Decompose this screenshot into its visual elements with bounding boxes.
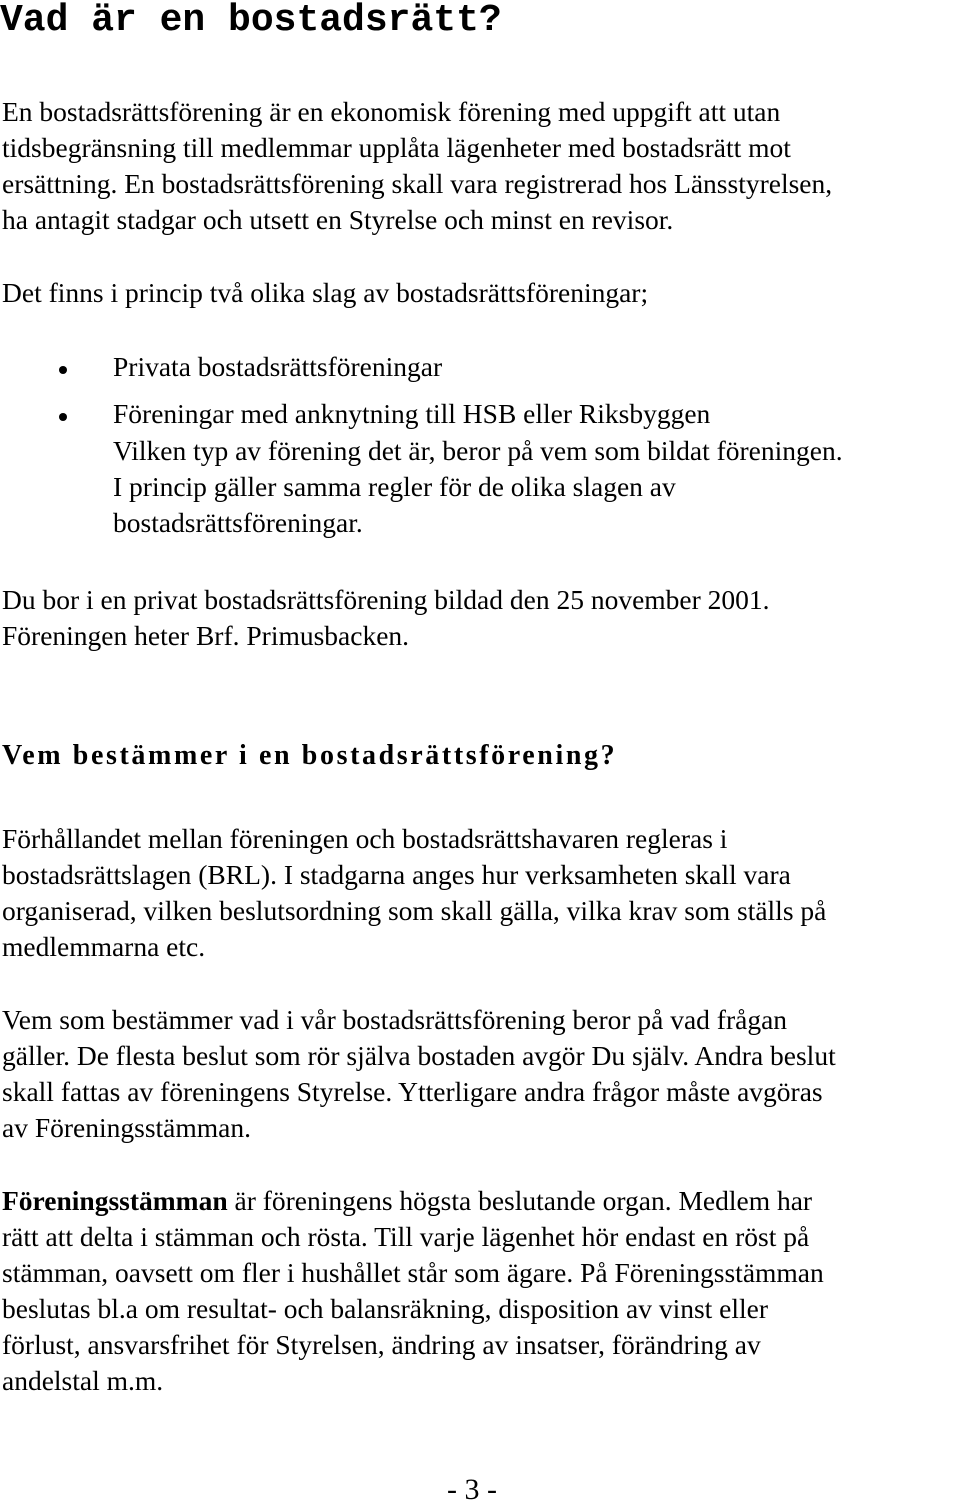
section-heading: Vem bestämmer i en bostadsrättsförening? <box>2 740 618 771</box>
meeting-paragraph-line: förlust, ansvarsfrihet för Styrelsen, ändring av insatser, förändring av <box>2 1329 761 1360</box>
brl-paragraph-line: organiserad, vilken beslutsordning som skall gälla, vilka krav som ställs på <box>2 895 827 926</box>
meeting-paragraph-line: rätt att delta i stämman och rösta. Till varje lägenhet hör endast en röst på <box>2 1221 810 1252</box>
bullet-dot-icon <box>59 366 67 374</box>
page-number: - 3 - <box>447 1473 497 1506</box>
bullet-item: Privata bostadsrättsföreningar <box>113 351 443 382</box>
intro-line: ha antagit stadgar och utsett en Styrelse och minst en revisor. <box>2 204 674 235</box>
brl-paragraph-line: bostadsrättslagen (BRL). I stadgarna anges hur verksamheten skall vara <box>2 859 791 890</box>
bullet-dot-icon <box>59 413 67 421</box>
intro-line: tidsbegränsning till medlemmar upplåta lägenheter med bostadsrätt mot <box>2 132 791 163</box>
intro-line: ersättning. En bostadsrättsförening skall vara registrerad hos Länsstyrelsen, <box>2 168 833 199</box>
bullet-continuation-line: Vilken typ av förening det är, beror på vem som bildat föreningen. <box>113 435 843 466</box>
who-paragraph-line: skall fattas av föreningens Styrelse. Ytterligare andra frågor måste avgöras <box>2 1076 823 1107</box>
private-info-line: Du bor i en privat bostadsrättsförening bildad den 25 november 2001. <box>2 584 770 615</box>
meeting-first-line-text: är föreningens högsta beslutande organ. Medlem har <box>227 1185 813 1216</box>
meeting-paragraph-line: stämman, oavsett om fler i hushållet står som ägare. På Föreningsstämman <box>2 1257 824 1288</box>
who-paragraph-line: av Föreningsstämman. <box>2 1112 251 1143</box>
who-paragraph-line: gäller. De flesta beslut som rör själva bostaden avgör Du själv. Andra beslut <box>2 1040 836 1071</box>
bold-term: Föreningsstämman <box>2 1185 228 1216</box>
brl-paragraph-line: medlemmarna etc. <box>2 931 206 962</box>
private-info-line: Föreningen heter Brf. Primusbacken. <box>2 620 410 651</box>
bullet-continuation-line: bostadsrättsföreningar. <box>113 507 363 538</box>
bullet-item: Föreningar med anknytning till HSB eller Riksbyggen <box>113 398 711 429</box>
intro-line: En bostadsrättsförening är en ekonomisk förening med uppgift att utan <box>2 96 781 127</box>
meeting-paragraph-line: beslutas bl.a om resultat- och balansräkning, disposition av vinst eller <box>2 1293 769 1324</box>
who-paragraph-line: Vem som bestämmer vad i vår bostadsrättsförening beror på vad frågan <box>2 1004 788 1035</box>
page-title: Vad är en bostadsrätt? <box>0 0 502 42</box>
types-intro: Det finns i princip två olika slag av bostadsrättsföreningar; <box>2 277 649 308</box>
meeting-paragraph-first-line <box>2 1183 812 1219</box>
meeting-paragraph-line: andelstal m.m. <box>2 1365 164 1396</box>
bullet-continuation-line: I princip gäller samma regler för de olika slagen av <box>113 471 676 502</box>
brl-paragraph-line: Förhållandet mellan föreningen och bostadsrättshavaren regleras i <box>2 823 728 854</box>
